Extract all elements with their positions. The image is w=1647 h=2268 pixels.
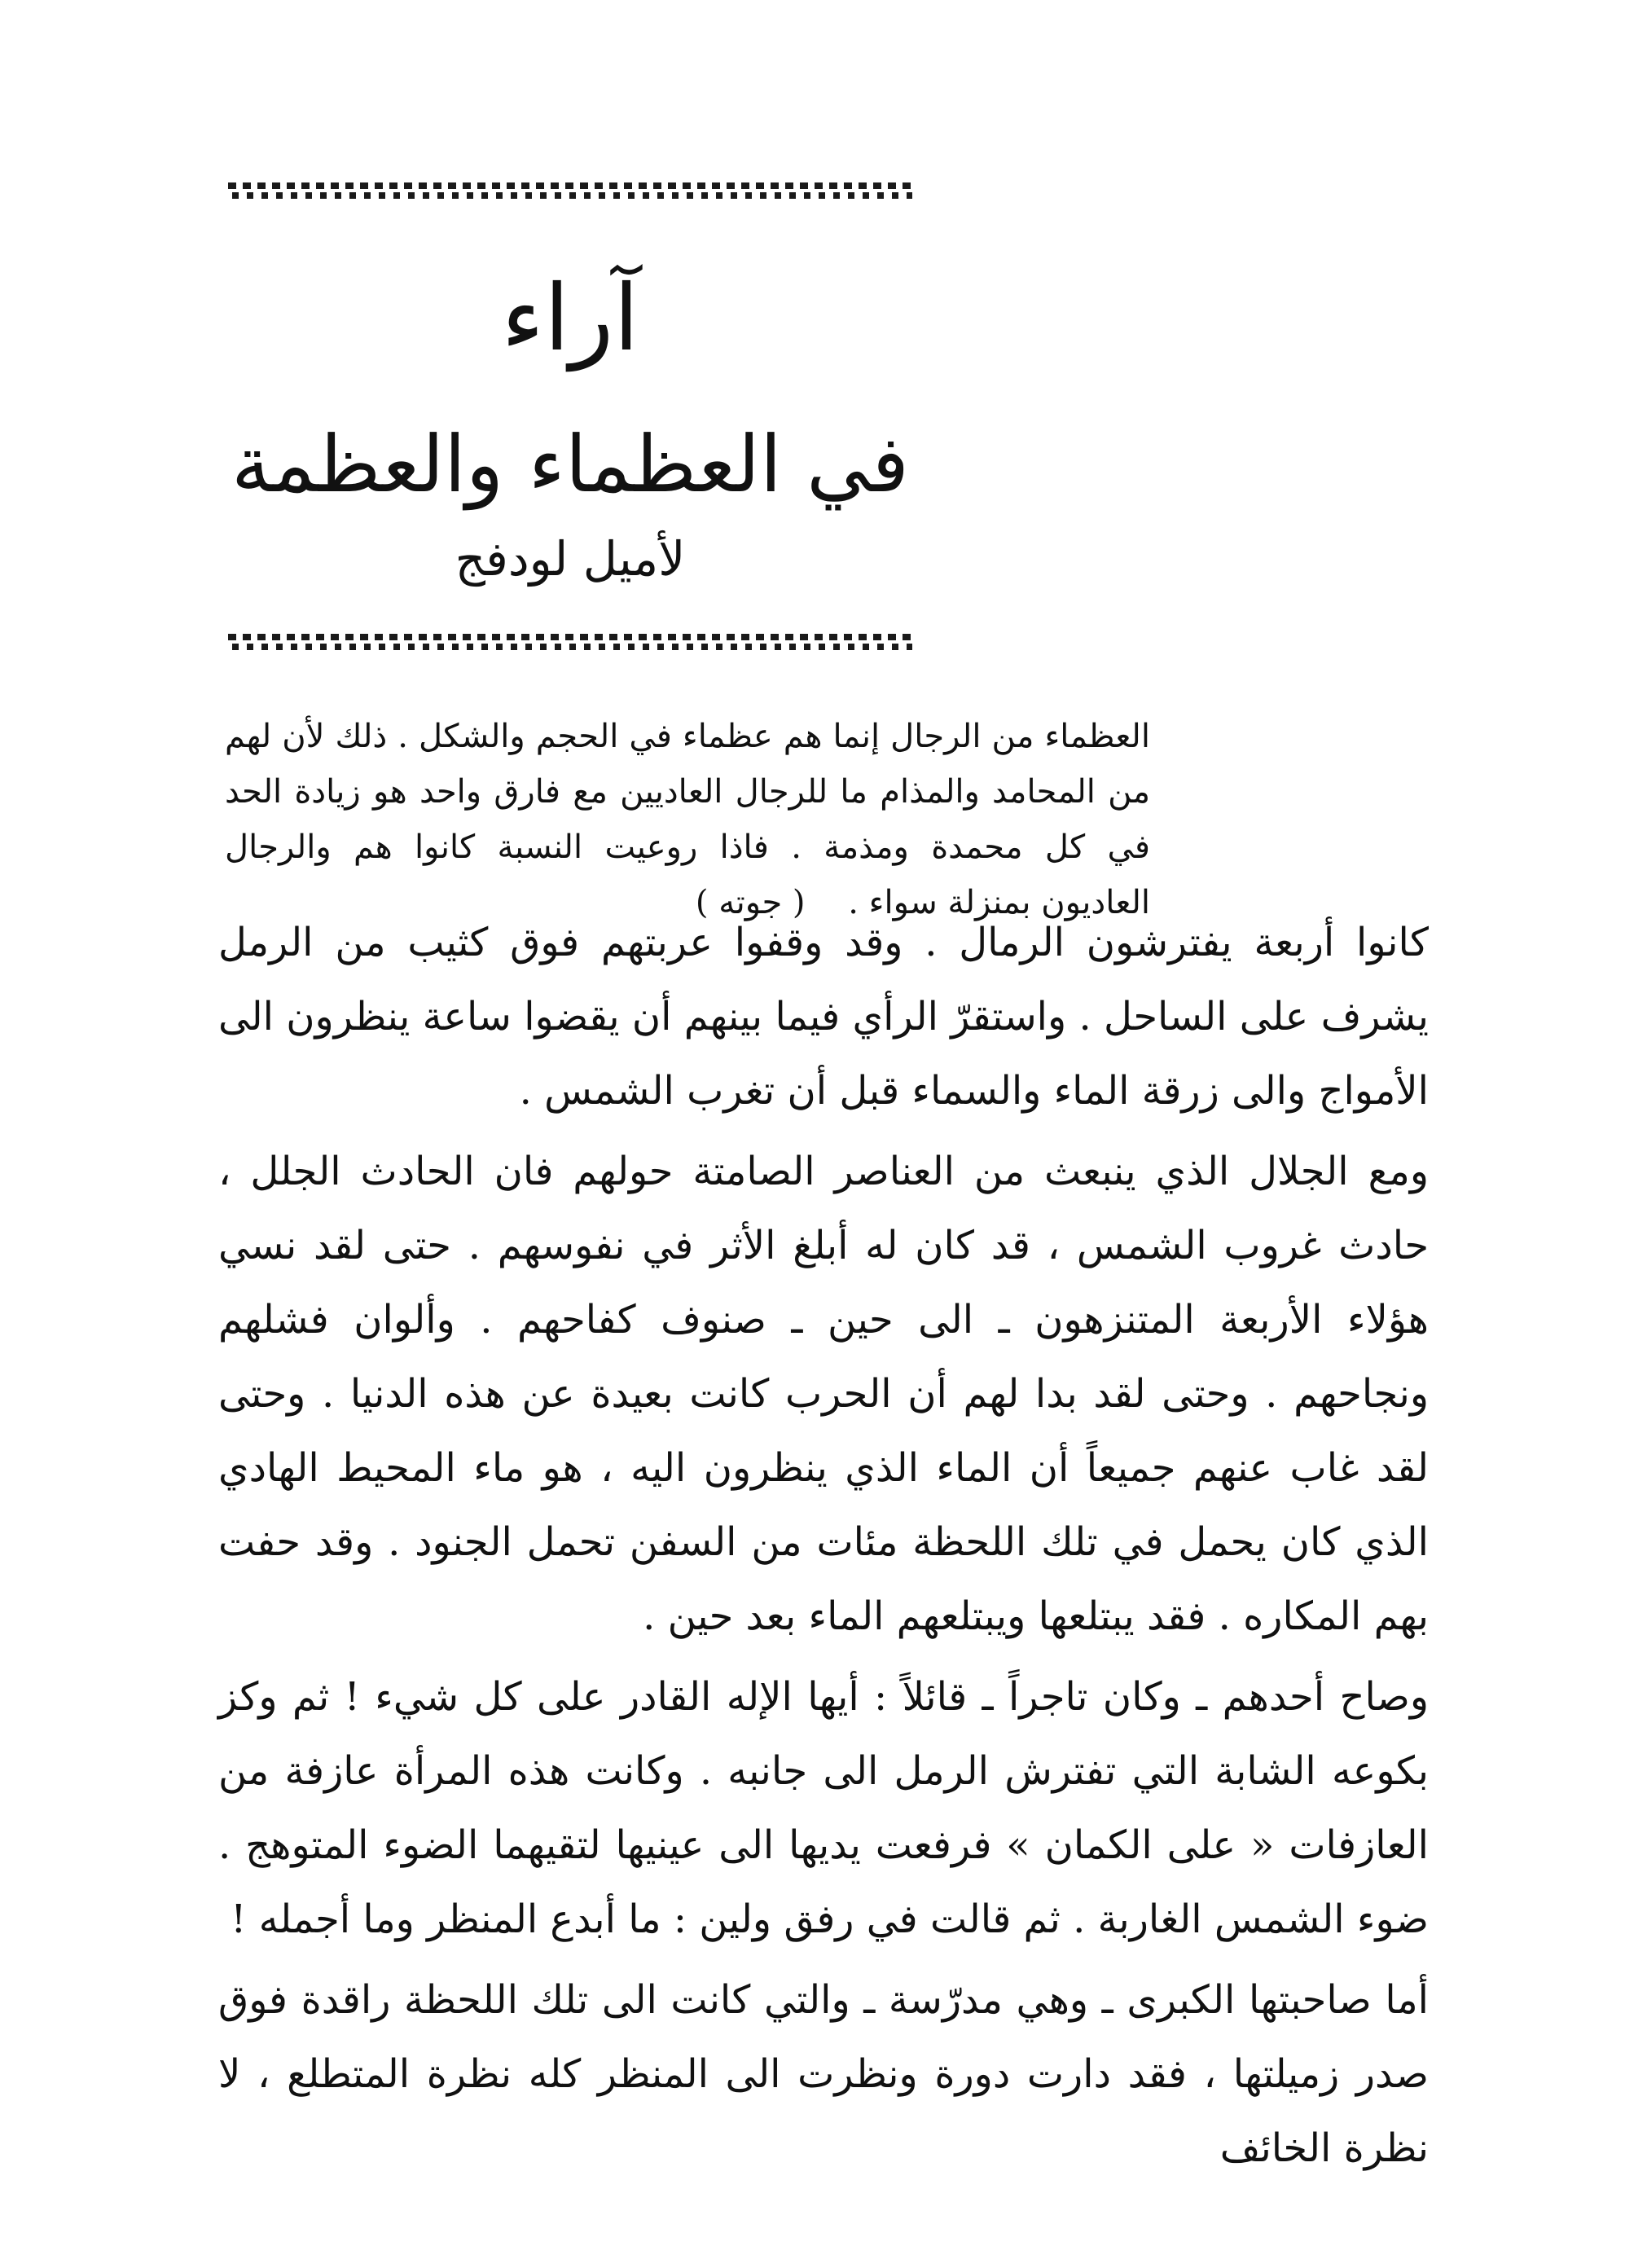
article-body	[218, 906, 1429, 2192]
paragraph: أما صاحبتها الكبرى ـ وهي مدرّسة ـ والتي كانت الى تلك اللحظة راقدة فوق صدر زميلتها ، فقد دارت دورة ونظرت الى المنظر كله نظرة المتطلع ، لا نظرة الخائف	[218, 1977, 1429, 2171]
paragraph: وصاح أحدهم ـ وكان تاجراً ـ قائلاً : أيها الإله القادر على كل شيء ! ثم وكز بكوعه الشابة التي تفترش الرمل الى جانبه . وكانت هذه المرأة عازفة من العازفات « على الكمان » فرفعت يديها الى عينيها لتقيهما الضوء المتوهج . ضوء الشمس الغاربة . ثم قالت في رفق ولين : ما أبدع المنظر وما أجمله !	[218, 1674, 1429, 1942]
epigraph-block	[225, 709, 1150, 930]
paragraph: ومع الجلال الذي ينبعث من العناصر الصامتة حولهم فان الحادث الجلل ، حادث غروب الشمس ، قد كان له أبلغ الأثر في نفوسهم . حتى لقد نسي هؤلاء الأربعة المتنزهون ـ الى حين ـ صنوف كفاحهم . وألوان فشلهم ونجاحهم . وحتى لقد بدا لهم أن الحرب كانت بعيدة عن هذه الدنيا . وحتى لقد غاب عنهم جميعاً أن الماء الذي ينظرون اليه ، هو ماء المحيط الهادي الذي كان يحمل في تلك اللحظة مئات من السفن تحمل الجنود . وقد حفت بهم المكاره . فقد يبتلعها ويبتلعهم الماء بعد حين .	[218, 1149, 1430, 1639]
top-ornament-divider	[228, 181, 912, 202]
epigraph-text: العظماء من الرجال إنما هم عظماء في الحجم والشكل . ذلك لأن لهم من المحامد والمذام ما للرجال العاديين مع فارق واحد هو زيادة الحد في كل محمدة ومذمة . فاذا روعيت النسبة كانوا هم والرجال العاديون بمنزلة سواء .	[225, 718, 1150, 921]
bottom-ornament-divider	[228, 632, 912, 653]
paragraph: كانوا أربعة يفترشون الرمال . وقد وقفوا عربتهم فوق كثيب من الرمل يشرف على الساحل . واستقرّ الرأي فيما بينهم أن يقضوا ساعة ينظرون الى الأمواج والى زرقة الماء والسماء قبل أن تغرب الشمس .	[218, 920, 1429, 1114]
author-byline: لأميل لودفج	[455, 531, 686, 587]
epigraph-source: ( جوته )	[695, 884, 806, 921]
article-subtitle: في العظماء والعظمة	[231, 419, 910, 510]
article-title: آراء	[501, 266, 639, 371]
